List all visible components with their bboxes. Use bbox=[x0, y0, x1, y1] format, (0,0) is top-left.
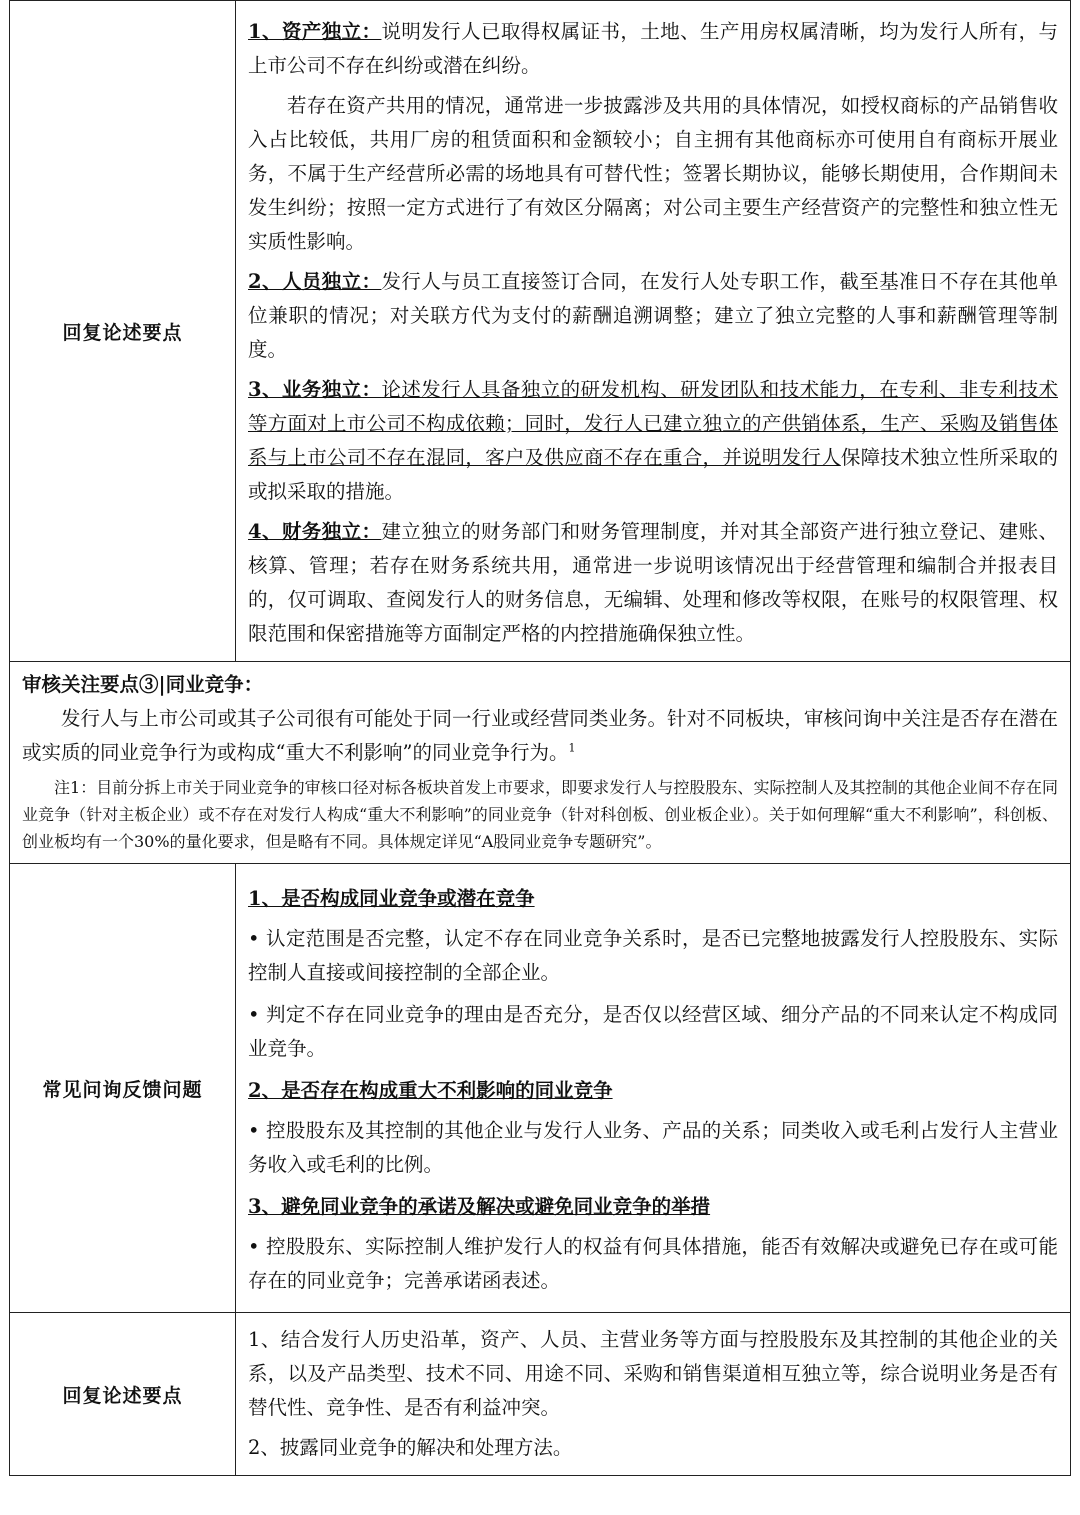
bullet-icon: • bbox=[248, 1235, 260, 1258]
row-content bbox=[236, 864, 1071, 1313]
row-content bbox=[236, 1313, 1071, 1476]
bullet-text: 判定不存在同业竞争的理由是否充分，是否仅以经营区域、细分产品的不同来认定不构成同业竞争。 bbox=[248, 1003, 1058, 1060]
section-body bbox=[22, 702, 1058, 770]
bullet-text: 控股股东及其控制的其他企业与发行人业务、产品的关系；同类收入或毛利占发行人主营业务收入或毛利的比例。 bbox=[248, 1119, 1058, 1176]
item-text: 若存在资产共用的情况，通常进一步披露涉及共用的具体情况，如授权商标的产品销售收入占比较低，共用厂房的租赁面积和金额较小；自主拥有其他商标亦可使用自有商标开展业务，不属于生产经营所必需的场地具有可替代性；签署长期协议，能够长期使用，合作期间未发生纠纷；按照一定方式进行了有效区分隔离；对公司主要生产经营资产的完整性和独立性无实质性影响。 bbox=[248, 94, 1058, 253]
item-text: 建立独立的财务部门和财务管理制度，并对其全部资产进行独立登记、建账、核算、管理；若存在财务系统共用，通常进一步说明该情况出于经营管理和编制合并报表目的，仅可调取、查阅发行人的财务信息，无编辑、处理和修改等权限，在账号的权限管理、权限范围和保密措施等方面制定严格的内控措施确保独立性。 bbox=[248, 520, 1058, 645]
review-table bbox=[9, 0, 1071, 1476]
paragraph-shared-assets bbox=[248, 89, 1058, 259]
title-suffix: 同业竞争： bbox=[165, 673, 264, 696]
item-text: 说明发行人已取得权属证书，土地、生产用房权属清晰，均为发行人所有，与上市公司不存在纠纷或潜在纠纷。 bbox=[248, 20, 1058, 77]
bullet-item bbox=[248, 1114, 1058, 1182]
paragraph-asset-independence bbox=[248, 15, 1058, 83]
title-prefix: 审核关注要点 bbox=[22, 673, 140, 696]
table-row-reply-points bbox=[10, 1313, 1071, 1476]
question-head: 1、是否构成同业竞争或潜在竞争 bbox=[248, 887, 535, 910]
row-label: 回复论述要点 bbox=[10, 1313, 236, 1476]
table-row-independence bbox=[10, 1, 1071, 662]
bullet-text: 认定范围是否完整，认定不存在同业竞争关系时，是否已完整地披露发行人控股股东、实际控制人直接或间接控制的全部企业。 bbox=[248, 927, 1058, 984]
paragraph-personnel-independence bbox=[248, 265, 1058, 367]
item-head: 4、财务独立： bbox=[248, 520, 382, 543]
row-content bbox=[236, 1, 1071, 662]
item-text: 发行人与员工直接签订合同，在发行人处专职工作，截至基准日不存在其他单位兼职的情况；对关联方代为支付的薪酬追溯调整；建立了独立完整的人事和薪酬管理等制度。 bbox=[248, 270, 1058, 361]
question-head: 3、避免同业竞争的承诺及解决或避免同业竞争的举措 bbox=[248, 1195, 711, 1218]
body-text: 发行人与上市公司或其子公司很有可能处于同一行业或经营同类业务。针对不同板块，审核问询中关注是否存在潜在或实质的同业竞争行为或构成“重大不利影响”的同业竞争行为。 bbox=[22, 707, 1058, 764]
bullet-icon: • bbox=[248, 927, 260, 950]
item-text-tail: 保障技术独立性所采取的或拟采取的措施。 bbox=[248, 446, 1058, 503]
question-head: 2、是否存在构成重大不利影响的同业竞争 bbox=[248, 1079, 613, 1102]
row-label: 回复论述要点 bbox=[10, 1, 236, 662]
bullet-item bbox=[248, 922, 1058, 990]
row-label: 常见问询反馈问题 bbox=[10, 864, 236, 1313]
table-row-common-questions bbox=[10, 864, 1071, 1313]
section-title bbox=[22, 668, 1058, 702]
title-separator: | bbox=[158, 673, 166, 696]
document-page bbox=[9, 0, 1079, 1476]
reply-item: 2、披露同业竞争的解决和处理方法。 bbox=[248, 1436, 573, 1459]
table-row-competition-focus bbox=[10, 662, 1071, 864]
bullet-item bbox=[248, 998, 1058, 1066]
item-head: 3、业务独立： bbox=[248, 378, 382, 401]
footnote-ref: 1 bbox=[568, 741, 576, 755]
bullet-icon: • bbox=[248, 1003, 260, 1026]
item-head: 1、资产独立： bbox=[248, 20, 382, 43]
paragraph-business-independence bbox=[248, 373, 1058, 509]
item-text-underlined: 论述发行人具备独立的研发机构、研发团队和技术能力，在专利、非专利技术等方面对上市公司不构成依赖；同时，发行人已建立独立的产供销体系，生产、采购及销售体系与上市公司不存在混同，客户及供应商不存在重合，并说明发行人 bbox=[248, 378, 1058, 469]
item-head: 2、人员独立： bbox=[248, 270, 382, 293]
bullet-text: 控股股东、实际控制人维护发行人的权益有何具体措施，能否有效解决或避免已存在或可能存在的同业竞争；完善承诺函表述。 bbox=[248, 1235, 1058, 1292]
title-number: ③ bbox=[139, 673, 159, 696]
full-width-cell bbox=[10, 662, 1071, 864]
footnote: 注1：目前分拆上市关于同业竞争的审核口径对标各板块首发上市要求，即要求发行人与控股股东、实际控制人及其控制的其他企业间不存在同业竞争（针对主板企业）或不存在对发行人构成“重大不利影响”的同业竞争（针对科创板、创业板企业）。关于如何理解“重大不利影响”，科创板、创业板均有一个30%的量化要求，但是略有不同。具体规定详见“A股同业竞争专题研究”。 bbox=[22, 778, 1058, 851]
paragraph-financial-independence bbox=[248, 515, 1058, 651]
reply-item: 1、结合发行人历史沿革，资产、人员、主营业务等方面与控股股东及其控制的其他企业的关系，以及产品类型、技术不同、用途不同、采购和销售渠道相互独立等，综合说明业务是否有替代性、竞争性、是否有利益冲突。 bbox=[248, 1328, 1058, 1419]
bullet-icon: • bbox=[248, 1119, 260, 1142]
bullet-item bbox=[248, 1230, 1058, 1298]
